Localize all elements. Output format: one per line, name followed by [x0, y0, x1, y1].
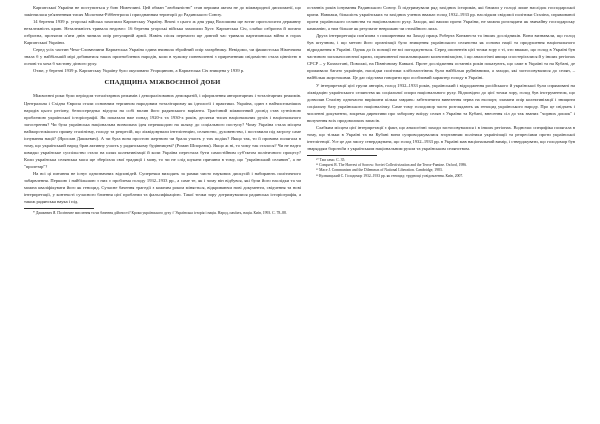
paragraph: останніх років існування Радянського Союзу. Її підтримували ряд західних істориків, які бачили у голоді лише наслідок господарської кризи. Навпаки, більшість українських та західних учених вважає голод 1932–1933 рр. наслідком свідомої політики Сталіна, спрямованої проти українського селянства та національного руху. Заходи, які вжили проти України, не можна розглядати як звичайну господарську кампанію, а тим більше як результат неврожаю чи стихійного лиха.	[307, 5, 575, 32]
paragraph: Міжвоєнні роки були періодом тоталітарних режимів і деморалізованих демократій, і оформлення авторитарних і тоталітарних режимів. Центральна і Східна Європа стали основним терпином народовим тоталітаризму як ідеології і практики. Україна, один з найчисельніших народів цього регіону, безпосередньо відчула на собі вплив його радянського варіанта. Трагічний міжвоєнний досвід став сутнісною проблемою української історіографії. Як показали вже понад 1920-х та 1930-х років, десятки тисяч національних рухів і національного загострення? Чи була українська національна визвольна ідея перешкодою на шляху до соціального поступу? Чому Україна стала місцем найжорстокішого прояву сталінізму, голоду та репресій, що ліквідовували інтелігенцію, селянство, духовенство, і поставили під загрозу саме існування нації? (Ярослав Дашкевич). А чи була вона простою жертвою чи брала участь у тих подіях? Якщо так, то її провина полягала в тому, що український народ брав активну участь у радянському будівництві? (Роман Шпорлюк). Якщо ж ні, то чому так сталося? Чи не надто швидко українське суспільство стало на шлях колективізації й коли Україна перестала бути самостійним суб'єктом політичного процесу? Коли українська селянська маса ще зберігала свої традиції і мову, то чи не слід шукати причини в тому, що "український селянин", а не "пролетар"?	[24, 93, 301, 169]
footnotes-left	[24, 208, 301, 216]
paragraph: Слабким місцем цієї інтерпретації є факт, що аналогічні заходи застосовувалися і в інших регіонах. Водночас специфіка полягала в тому, що тільки в Україні та на Кубані вони супроводжувалися згортанням політики українізації та репресіями проти української інтелігенції. Усе це дає змогу стверджувати, що голод 1932–1933 рр. в Україні мав національний вимір, і стверджувати, що голодомор був знаряддям боротьби з українським національним рухом та українським селянством.	[307, 124, 575, 151]
footnote-divider	[24, 208, 94, 209]
paragraph: Карпатської України не поступиться у бою Німеччині. Цей обман "любляністю" став першим актом не до міжнародної дипломатії, що закінчилася ув'язненням тисяч Молотова-Ріббентропа і приєднанням території до Радянського Союзу.	[24, 5, 301, 18]
paragraph: У інтерпретації цієї групи авторів, голод 1932–1933 років, український і відродження російського й української були спрямовані на ліквідацію українського селянства як соціальної опори національного руху. Відповідно до цієї точки зору, голод був інструментом, що дозволяв Сталіну одночасно вирішити кілька завдань: забезпечити вивезення зерна на експорт, зламати опір колективізації і знищити соціальну базу українського націоналізму. Саме тому голодомор часто розглядають як геноцид українського народу. Про це свідчать і численні документи, зокрема директиви про заборону виїзду селян з України та Кубані, внесення сіл до так званих "чорних дошок" і вилучення всіх продовольчих запасів.	[307, 82, 575, 123]
footnote: ¹³ Кульчицький С. Голодомор 1932–1933 рр. як геноцид: труднощі усвідомлення. Київ, 2007.	[316, 173, 464, 178]
paragraph: Серед усіх частин Чехо-Словаччини Карпатська Україна єдина вчинила збройний опір загарбнику. Невідомо, чи фашистська Німеччина знала б у найбільшій мірі добиватися таких пригноблених народів, коли в чужому поневоленні з приреченням свідомістю стала цінністю в основі та хоча б частину дієвого руху.	[24, 47, 301, 67]
right-column	[307, 4, 575, 179]
paragraph: На всі ці питання не існує однозначних відповідей. Суперечки виходять за рамки чисто наукових дискусій і набирають політичного забарвлення. Першою і найбільшою з них є проблема голоду 1932–1933 рр., а саме те, як і чому він відбувся, які були його наслідки та чи можна кваліфікувати його як геноцид. Сучасне бачення трагедії з кожним роком міняється, відкриваючи нові документи, свідчення та нові інтерпретації, у контексті сучасного бачення цієї проблеми та фальсифікацією. Такої точки зору дотримувалися радянська історіографія, а також радянська наука і під.	[24, 170, 301, 205]
footnote: * Дашкевич Я. Політичне мислення та чи бачення дійсності? Кроки українського духу // Українська історія і нація. Народ, пам'ять, нація. Київ, 1993. С. 78–88.	[33, 211, 287, 216]
footnotes-right	[307, 155, 575, 179]
paragraph: Друга інтерпретація пов'язана з поширенням на Заході праць Роберта Конквеста та інших дослідників. Вони визнавали, що голод був штучним, і що метою його організації було знищення українського селянства як основи нації та придушення національного відродження в Україні. Однак до їх позиції не всі погоджуються. Серед опонентів цієї точки зору є ті, хто вважає, що голод в Україні був частиною загальносоюзної кризи, спричиненої насильницькою колективізацією, і що аналогічні явища спостерігалися й у інших регіонах СРСР – у Казахстані, Поволжі, на Північному Кавказі. Проте дослідження останніх років показують, що саме в Україні та на Кубані, де проживало багато українців, наслідки політики хлібозаготівель були найбільш руйнівними, а заходи, які застосовувалися до селян, – найбільш жорстокими. Це дає підстави говорити про особливий характер голоду в Україні.	[307, 33, 575, 81]
paragraph: Отже, у березні 1939 р. Карпатську Україну було окуповано Угорщиною, а Карпатська Січ знищена у 1939 р.	[33, 68, 245, 74]
footnote-divider	[307, 155, 377, 156]
footnote: ¹¹ Conquest R. The Harvest of Sorrow: Soviet Collectivization and the Terror-Famine. Oxford, 1986.	[316, 163, 468, 168]
paragraph: 14 березня 1939 р. угорські війська захопили Карпатську Україну. Вночі з цього ж дня уряд Волошина ще встиг проголосити державну незалежність краю. Незалежність тривала недовго: 16 березня угорські війська захопили Хуст. Карпатська Січ, слабко озброєна й погано озброєна, протягом п'яти днів чинила опір регулярній армії. Навіть після перемоги ще довгий час тривала партизанська війна в горах Карпатської України.	[24, 19, 301, 46]
footnote: ¹² Mace J. Communism and the Dilemmas of National Liberation. Cambridge, 1983.	[316, 168, 443, 173]
footnote: ¹⁰ Там само. С. 35.	[316, 157, 346, 162]
left-column	[24, 4, 301, 216]
section-heading: СПАДЩИНА МІЖВОЄННОЇ ДОБИ	[104, 79, 221, 87]
